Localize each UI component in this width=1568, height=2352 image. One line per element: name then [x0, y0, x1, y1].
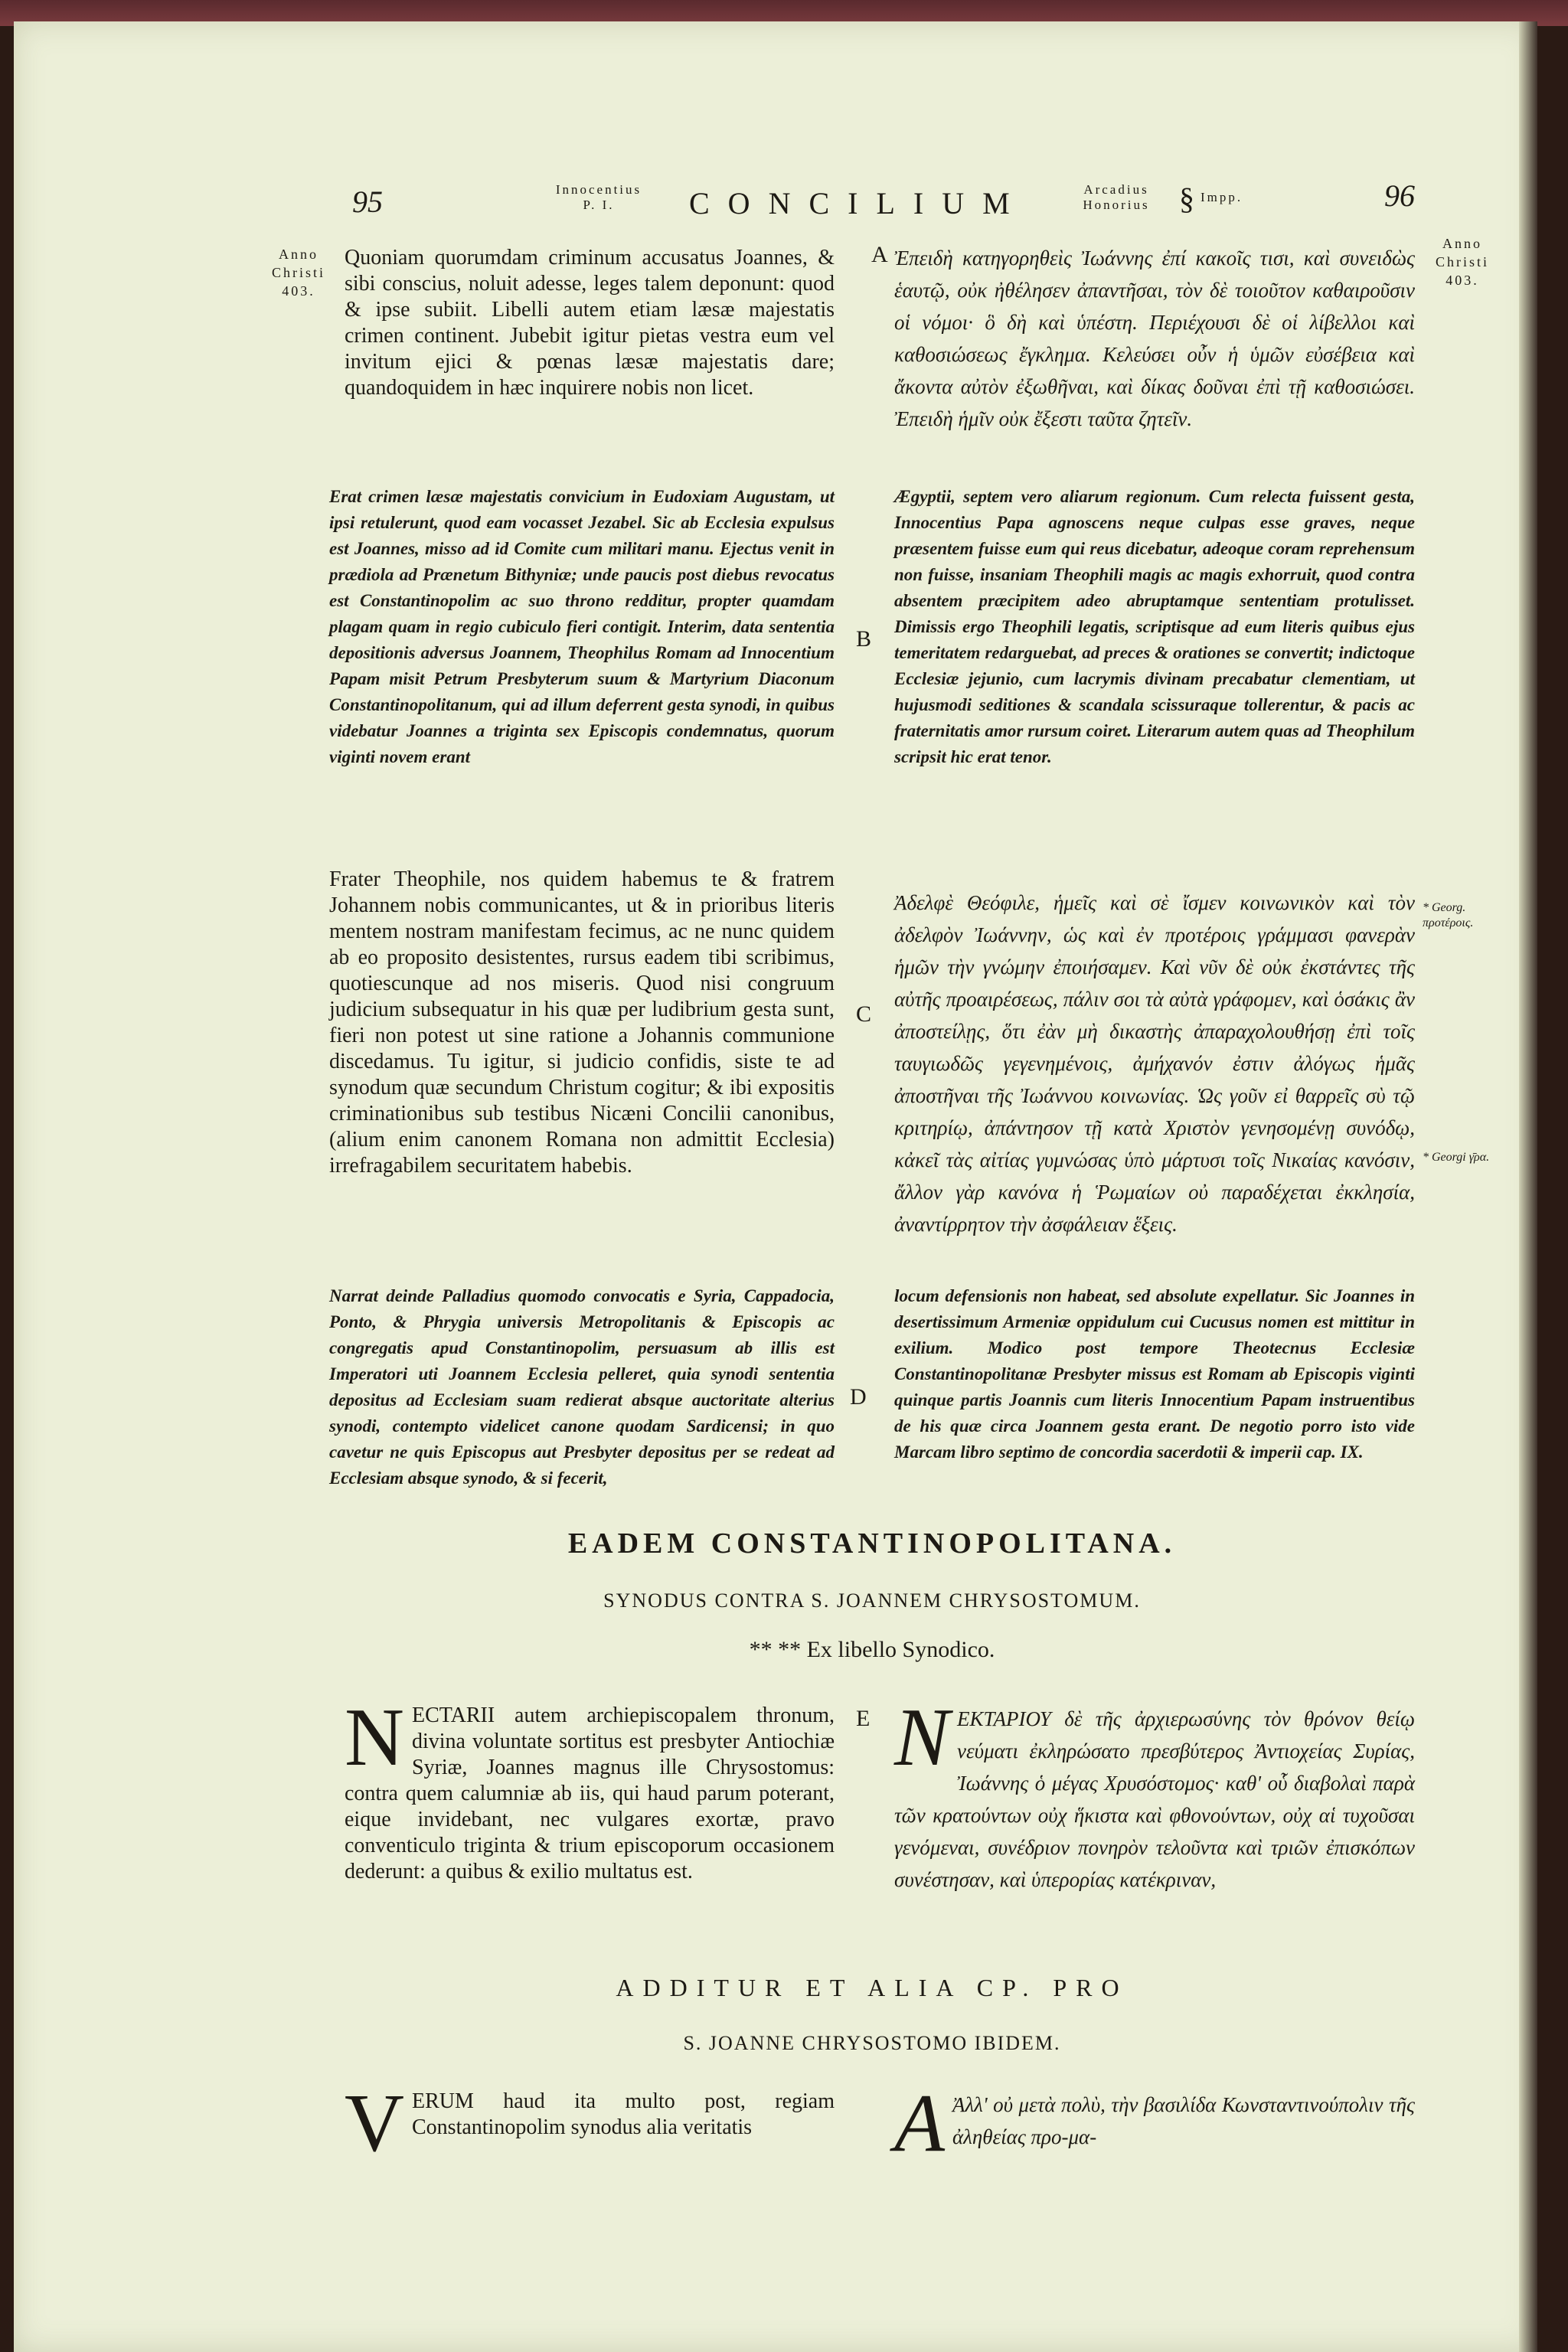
header-label-left-1: Innocentius — [555, 182, 642, 197]
page-number-right: 96 — [1384, 178, 1415, 213]
block-f-greek-text: Ἀλλ' οὐ μετὰ πολὺ, τὴν βασιλίδα Κωνσταντινούπολιν τῆς ἀληθείας προ-μα- — [952, 2093, 1415, 2148]
section-title-eadem: EADEM CONSTANTINOPOLITANA. — [567, 1527, 1177, 1560]
dropcap-latin: N — [345, 1692, 404, 1783]
margin-anno-left — [260, 245, 337, 300]
margin-note-georg-2: * Georgi γ̄ρα. — [1423, 1151, 1490, 1164]
block-f-latin — [345, 2078, 835, 2169]
margin-anno-right-2: Christi — [1435, 254, 1489, 270]
dropcap-greek: N — [894, 1692, 950, 1783]
dropcap-latin-2: V — [345, 2078, 404, 2169]
column-letter-b: B — [856, 626, 872, 652]
margin-anno-right-3: 403. — [1446, 273, 1479, 288]
header-label-left-2: P. I. — [583, 198, 615, 212]
margin-anno-left-1: Anno — [279, 247, 318, 262]
section-subtitle-joanne: S. JOANNE CHRYSOSTOMO IBIDEM. — [683, 2032, 1061, 2054]
block-c-latin: Frater Theophile, nos quidem habemus te & fratrem Johannem nobis communicantes, ut & in prioribus literis mentem nostram manifestam fecimus, ac ne nunc quidem ab eo proposito desistentes, rursus eadem tibi scribimus, quotiescunque ad nos miseris. Quod nisi congruum judicium subsequatur in his quæ per ludibrium gesta sunt, fieri non potest ut sine ratione a Johannis communione discedamus. Tu igitur, si judicio confidis, siste te ad synodum quæ secundum Christum cogitur; & ibi expositis criminationibus sub testibus Nicæni Concilii canonibus, (alium enim canonem Romana non admittit Ecclesia) irrefragabilem securitatem habebis. — [329, 867, 835, 1178]
block-d-right-note: locum defensionis non habeat, sed absolute expellatur. Sic Joannes in desertissimum Armeniæ oppidulum cui Cucusus nomen est mittitur in exilium. Modico post tempore Theotecnus Ecclesiæ Constantinopolitanæ Presbyter missus est Romam ab Episcopis viginti quinque partis Joannis cum literis Innocentium Papam instruentibus de his quæ circa Joannem gesta erant. De negotio porro isto vide Marcam libro septimo de concordia sacerdotii & imperii cap. IX. — [894, 1286, 1415, 1462]
block-f-latin-text: ERUM haud ita multo post, regiam Constantinopolim synodus alia veritatis — [412, 2089, 835, 2139]
margin-anno-right — [1424, 234, 1501, 289]
block-e-greek — [894, 1692, 1415, 1896]
margin-anno-left-3: 403. — [282, 283, 315, 299]
block-b-right-note: Ægyptii, septem vero aliarum regionum. Cum relecta fuissent gesta, Innocentius Papa agnoscens neque culpas esse graves, neque præsentem fuisse eum qui reus dicebatur, adeoque coram reprehensum non fuisse, insaniam Theophili magis ac magis exhorruit, quod contra absentem præcipitem adeo abruptamque sententiam protulisset. Dimissis ergo Theophili legatis, scriptisque ad eum literis quibus ejus temeritatem redarguebat, ad preces & orationes se convertit; indictoque Ecclesiæ jejunio, cum lacrymis divinam precabatur clementiam, ut hujusmodi seditiones & scandala scissuraque tollerentur, & pacis ac fraternitatis amor rursum coiret. Literarum autem quas ad Theophilum scripsit hic erat tenor. — [894, 487, 1415, 766]
block-a-latin: Quoniam quorumdam criminum accusatus Joannes, & sibi conscius, noluit adesse, leges talem deponunt: quod & ipse subiit. Libelli autem etiam læsæ majestatis crimen continent. Jubebit igitur pietas vestra eum vel invitum ejici & pœnas læsæ majestatis dare; quandoquidem in hæc inquirere nobis non licet. — [345, 246, 835, 400]
block-b-left-note: Erat crimen læsæ majestatis convicium in Eudoxiam Augustam, ut ipsi retulerunt, quod eam vocasset Jezabel. Sic ab Ecclesia expulsus est Joannes, misso ad id Comite cum militari manu. Ejectus venit in prædiola ad Prænetum Bithyniæ; unde paucis post diebus revocatus est Constantinopolim ac suo throno redditur, propter quamdam plagam quam in regio cubiculo fieri contigit. Interim, data sententia depositionis adversus Joannem, Theophilus Romam ad Innocentium Papam misit Petrum Presbyterum suum & Martyrium Diaconum Constantinopolitanum, qui ad illum deferrent gesta synodi, in quibus videbatur Joannes a triginta sex Episcopis condemnatus, quorum viginti novem erant — [329, 487, 835, 766]
libello-text: Ex libello Synodico. — [806, 1637, 995, 1662]
page-number-left: 95 — [352, 185, 383, 219]
header-impp: Impp. — [1200, 190, 1243, 204]
margin-note-georg-1: * Georg. προτέροις. — [1423, 901, 1474, 929]
block-e-latin — [345, 1692, 835, 1885]
header-label-right — [1055, 182, 1178, 213]
block-c-greek: Ἀδελφὲ Θεόφιλε, ἡμεῖς καὶ σὲ ἴσμεν κοινωνικὸν καὶ τὸν ἀδελφὸν Ἰωάννην, ὡς καὶ ἐν προτέροις γράμμασι φανερὰν ἡμῶν τὴν γνώμην ἐποιήσαμεν. Καὶ νῦν δὲ οὐκ ἐκστάντες τῆς αὐτῆς προαιρέσεως, πάλιν σοι τὰ αὐτὰ γράφομεν, καὶ ὁσάκις ἂν ἀποστείλῃς, ὅτι ἐὰν μὴ δικαστὴς ἀπαραχολουθήσῃ ἐπὶ τοῖς ταυγιωδῶς γεγενημένοις, ἀμήχανόν ἐστιν ἀλόγως ἡμᾶς ἀποστῆναι τῆς Ἰωάννου κοινωνίας. Ὡς γοῦν εἰ θαρρεῖς σὺ τῷ κριτηρίῳ, ἀπάντησον τῇ κατὰ Χριστὸν γενησομένῃ συνόδῳ, κἀκεῖ τὰς αἰτίας γυμνώσας ὑπὸ μάρτυσι τοῖς Νικαίας κανόσιν, ἄλλον γὰρ κανόνα ἡ Ῥωμαίων οὐ παραδέχεται ἐκκλησία, ἀναντίρρητον τὴν ἀσφάλειαν ἕξεις. — [894, 891, 1415, 1236]
section-subtitle-libello — [329, 1637, 1415, 1663]
section-subtitle-synodus: SYNODUS CONTRA S. JOANNEM CHRYSOSTOMUM. — [603, 1589, 1141, 1612]
header-brace: § — [1179, 181, 1194, 216]
block-d-left-note: Narrat deinde Palladius quomodo convocatis e Syria, Cappadocia, Ponto, & Phrygia universis Metropolitanis & Episcopis ac congregatis apud Constantinopolim, persuasum ab illis est Imperatori uti Joannem Ecclesia pelleret, quia synodi sententia depositus ad Ecclesiam suam redierat absque auctoritate alterius synodi, contempto videlicet canone quodam Sardicensi; in quo cavetur ne quis Episcopus aut Presbyter depositus per se redeat ad Ecclesiam absque synodo, & si fecerit, — [329, 1286, 835, 1488]
running-title: CONCILIUM — [689, 186, 1028, 220]
block-a-greek: Ἐπειδὴ κατηγορηθεὶς Ἰωάννης ἐπί κακοῖς τισι, καὶ συνειδὼς ἑαυτῷ, οὐκ ἠθέλησεν ἀπαντῆσαι, τὸν δὲ τοιοῦτον καθαιροῦσιν οἱ νόμοι· ὃ δὴ καὶ ὑπέστη. Περιέχουσι δὲ οἱ λίβελλοι καὶ καθοσιώσεως ἔγκλημα. Κελεύσει οὖν ἡ ὑμῶν εὐσέβεια καὶ ἄκοντα αὐτὸν ἐξωθῆναι, καὶ δίκας δοῦναι ἐπὶ τῇ καθοσιώσει. Ἐπειδὴ ἡμῖν οὐκ ἔξεστι ταῦτα ζητεῖν. — [894, 247, 1415, 430]
column-letter-c: C — [856, 1001, 872, 1027]
page-gutter — [1519, 21, 1537, 2352]
section-title-additur: ADDITUR ET ALIA CP. PRO — [616, 1974, 1129, 2001]
header-label-right-1: Arcadius — [1083, 182, 1149, 197]
header-label-left — [522, 182, 675, 213]
margin-anno-left-2: Christi — [271, 265, 325, 280]
column-letter-a: A — [871, 242, 888, 267]
block-e-latin-text: ECTARII autem archiepiscopalem thronum, divina voluntate sortitus est presbyter Antiochiæ Syriæ, Joannes magnus ille Chrysostomus: contra quem calumniæ ab iis, qui haud parum poterant, eique invidebant, nec vulgares exortæ, pravo conventiculo triginta & trium episcoporum occasionem dederunt: a quibus & exilio multatus est. — [345, 1704, 835, 1883]
header-label-right-2: Honorius — [1083, 198, 1150, 212]
column-letter-d: D — [850, 1384, 867, 1410]
block-f-greek — [894, 2078, 1415, 2169]
dropcap-greek-2: A — [894, 2078, 945, 2169]
margin-anno-right-1: Anno — [1442, 236, 1482, 251]
column-letter-e: E — [856, 1706, 871, 1731]
asterisk-mark: ** ** — [749, 1637, 802, 1662]
book-page — [14, 21, 1537, 2352]
block-e-greek-text: ΕΚΤΑΡΙΟΥ δὲ τῆς ἀρχιερωσύνης τὸν θρόνον θείῳ νεύματι ἐκληρώσατο πρεσβύτερος Ἀντιοχείας Συρίας, Ἰωάννης ὁ μέγας Χρυσόστομος· καθ' οὗ διαβολαὶ παρὰ τῶν κρατούντων οὐχ ἥκιστα καὶ φθονούντων, οὐχ αἱ τυχοῦσαι γενόμεναι, συνέδριον πονηρὸν τελοῦντα καὶ τριῶν ἐπισκόπων συνέστησαν, καὶ ὑπερορίας κατέκριναν, — [894, 1707, 1415, 1891]
